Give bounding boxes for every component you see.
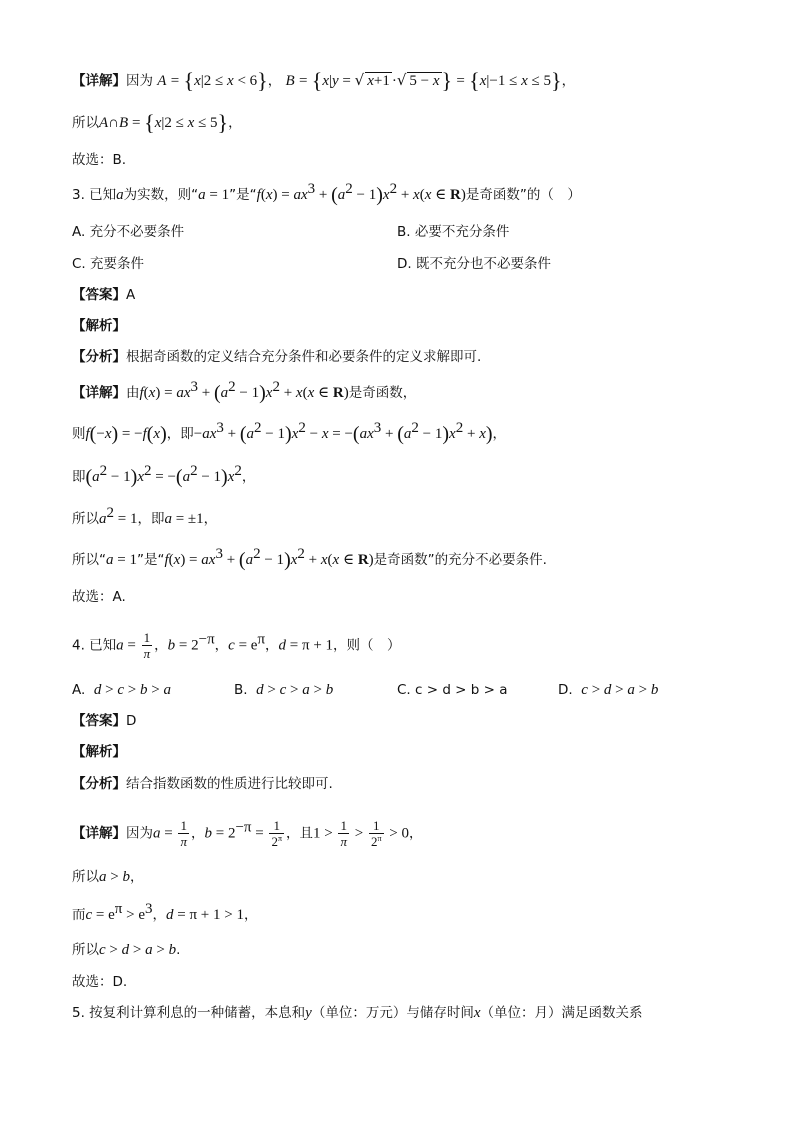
q3-choose: 故选：A. [72,589,126,605]
q4-detail-2: 所以a > b， [72,869,144,885]
q3-option-a[interactable]: A. 充分不必要条件 [72,224,185,240]
q3-option-c[interactable]: C. 充要条件 [72,256,145,272]
q3-option-d[interactable]: D. 既不充分也不必要条件 [397,256,551,272]
q3-detail-1: 【详解】由$f(x) = ax^3 + (a^2 - 1)x^2 + x(x$ ∈ R)是奇函数， [72,379,417,404]
q4-option-b[interactable]: B. d > c > a > b [234,682,334,698]
q3-analysis-tag: 【解析】 [72,318,126,334]
q4-option-c[interactable]: C. c > d > b > a [397,682,508,698]
q4-choose: 故选：D. [72,974,128,990]
detail-line-set-ab: 【详解】因为 A = {x|2 ≤ x < 6}， B = {x|y = √ x+1 ·√ 5 − x} = {x|−1 ≤ x ≤ 5}， [72,68,576,93]
q4-detail-4: 所以c > d > a > b. [72,942,181,958]
q3-detail-5: 所以“a = 1”是“$f(x) = ax^3 + (a^2 - 1)x^2 + x(x$ ∈ R)是奇函数”的充分不必要条件. [72,546,547,571]
q3-detail-4: 所以$a^2 = 1$，即a = ±1， [72,505,218,527]
question-3-stem: 3. 已知a为实数，则“a = 1”是“$f(x) = ax^3 + (a^2 - 1)x^2 + x(x$ ∈ R)是奇函数”的（ ） [72,181,581,206]
q3-detail-2: 则f(−x) = −f(x)，即$-ax^3 + (a^2 - 1)x^2 - x = -(ax^3 + (a^2 - 1)x^2 + x)$， [72,420,507,445]
q4-option-a[interactable]: A. d > c > b > a [72,682,171,698]
detail-line-intersection: 所以A∩B = {x|2 ≤ x ≤ 5}， [72,110,242,135]
q4-option-d[interactable]: D. c > d > a > b [558,682,659,698]
detail-tag: 【详解】 [72,73,126,89]
question-4-stem: 4. 已知a = $\frac{1}{\pi}$ ，$b = 2^{-\pi}$，$c = e^\pi$，d = π + 1，则（ ） [72,630,401,661]
q3-fenxi: 【分析】根据奇函数的定义结合充分条件和必要条件的定义求解即可. [72,349,482,365]
q3-option-b[interactable]: B. 必要不充分条件 [397,224,510,240]
q3-detail-3: 即$(a^2 - 1)x^2 = -(a^2 - 1)x^2$， [72,463,256,488]
q3-answer: 【答案】A [72,287,136,303]
question-5-stem: 5. 按复利计算利息的一种储蓄，本息和y（单位：万元）与储存时间x（单位：月）满足函数关系 [72,1005,643,1021]
q4-detail-1: 【详解】因为a = $\frac{1}{\pi}$ ，$b = 2^{-\pi}$ = $\frac{1}{2^\pi}$ ，且1 > $\frac{1}{\pi}$ > $\frac{1}{2^\pi}$ > 0， [72,818,423,849]
q4-analysis-tag: 【解析】 [72,744,126,760]
answer-tag: 【答案】 [72,287,126,303]
q4-detail-3: 而$c = e^\pi > e^3$，d = π + 1 > 1， [72,901,258,923]
q4-fenxi: 【分析】结合指数函数的性质进行比较即可. [72,776,333,792]
choose-b: 故选：B. [72,152,127,168]
q4-answer: 【答案】D [72,713,137,729]
